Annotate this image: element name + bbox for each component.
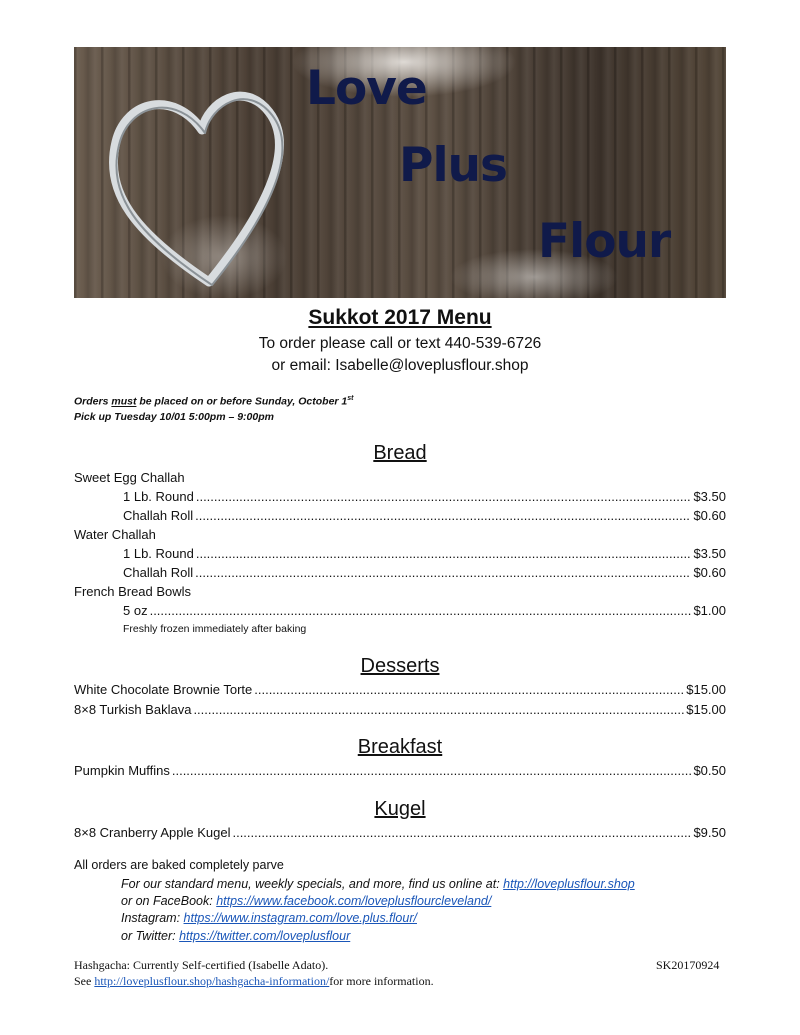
- item-price: $0.60: [693, 508, 726, 523]
- instagram-line: [121, 911, 417, 925]
- order-deadline-date: be placed on or before Sunday, October 1: [136, 395, 348, 408]
- section-heading-desserts: Desserts: [360, 655, 440, 677]
- section-heading-kugel: Kugel: [374, 798, 426, 820]
- menu-item: [74, 702, 726, 717]
- banner-word-love: Love: [306, 61, 427, 116]
- heart-cookie-cutter-icon: [94, 72, 324, 298]
- item-price: $1.00: [693, 603, 726, 618]
- hashgacha-see: See: [74, 974, 95, 988]
- section-heading-bread: Bread: [373, 442, 427, 464]
- banner-word-flour: Flour: [538, 214, 671, 269]
- banner-word-plus: Plus: [399, 138, 507, 193]
- menu-item: [74, 682, 726, 697]
- item-price: $9.50: [693, 825, 726, 840]
- instagram-prefix: Instagram:: [121, 911, 184, 925]
- menu-item: [74, 825, 726, 840]
- parve-note: All orders are baked completely parve: [74, 858, 284, 872]
- item-label: Challah Roll: [123, 508, 194, 523]
- website-link[interactable]: http://loveplusflour.shop: [503, 877, 635, 891]
- category-water-challah: Water Challah: [74, 527, 156, 542]
- hashgacha-suffix: for more information.: [329, 974, 434, 988]
- category-sweet-egg-challah: Sweet Egg Challah: [74, 470, 185, 485]
- facebook-line: [121, 894, 491, 908]
- contact-phone: To order please call or text 440-539-6726: [258, 335, 542, 352]
- item-price: $0.60: [693, 565, 726, 580]
- order-deadline: [74, 395, 354, 408]
- section-heading-breakfast: Breakfast: [357, 736, 443, 758]
- item-label: Challah Roll: [123, 565, 194, 580]
- facebook-link[interactable]: https://www.facebook.com/loveplusflourcleveland/: [216, 894, 492, 908]
- website-prefix: For our standard menu, weekly specials, and more, find us online at:: [121, 877, 504, 891]
- item-price: $0.50: [693, 763, 726, 778]
- item-price: $15.00: [686, 682, 726, 697]
- item-label: 8×8 Turkish Baklava: [74, 702, 192, 717]
- item-label: 5 oz: [123, 603, 148, 618]
- order-deadline-prefix: Orders: [74, 395, 112, 408]
- item-label: 1 Lb. Round: [123, 489, 194, 504]
- document-code: SK20170924: [656, 958, 720, 972]
- twitter-prefix: or Twitter:: [121, 929, 180, 943]
- hashgacha-info-line: [74, 974, 434, 989]
- item-price: $15.00: [686, 702, 726, 717]
- pickup-time: Pick up Tuesday 10/01 5:00pm – 9:00pm: [74, 411, 274, 423]
- item-label: 1 Lb. Round: [123, 546, 194, 561]
- menu-item: [123, 489, 726, 504]
- instagram-link[interactable]: https://www.instagram.com/love.plus.flour/: [183, 911, 417, 925]
- hashgacha-status: Hashgacha: Currently Self-certified (Isabelle Adato).: [74, 958, 329, 972]
- twitter-link[interactable]: https://twitter.com/loveplusflour: [179, 929, 351, 943]
- header-banner: [74, 47, 726, 298]
- facebook-prefix: or on FaceBook:: [121, 894, 217, 908]
- category-french-bread-bowls: French Bread Bowls: [74, 584, 192, 599]
- item-note: Freshly frozen immediately after baking: [123, 623, 307, 635]
- menu-item: [123, 603, 726, 618]
- page-title: Sukkot 2017 Menu: [308, 306, 492, 329]
- item-label: White Chocolate Brownie Torte: [74, 682, 253, 697]
- order-deadline-must: must: [111, 395, 137, 408]
- menu-item: [123, 565, 726, 580]
- hashgacha-link[interactable]: http://loveplusflour.shop/hashgacha-information/: [94, 974, 330, 988]
- website-line: [121, 877, 635, 891]
- menu-item: [123, 508, 726, 523]
- item-label: 8×8 Cranberry Apple Kugel: [74, 825, 231, 840]
- item-price: $3.50: [693, 546, 726, 561]
- item-label: Pumpkin Muffins: [74, 763, 170, 778]
- contact-email: or email: Isabelle@loveplusflour.shop: [271, 357, 529, 374]
- item-price: $3.50: [693, 489, 726, 504]
- twitter-line: [121, 929, 350, 943]
- order-deadline-sup: st: [347, 395, 354, 402]
- menu-item: [123, 546, 726, 561]
- menu-item: [74, 763, 726, 778]
